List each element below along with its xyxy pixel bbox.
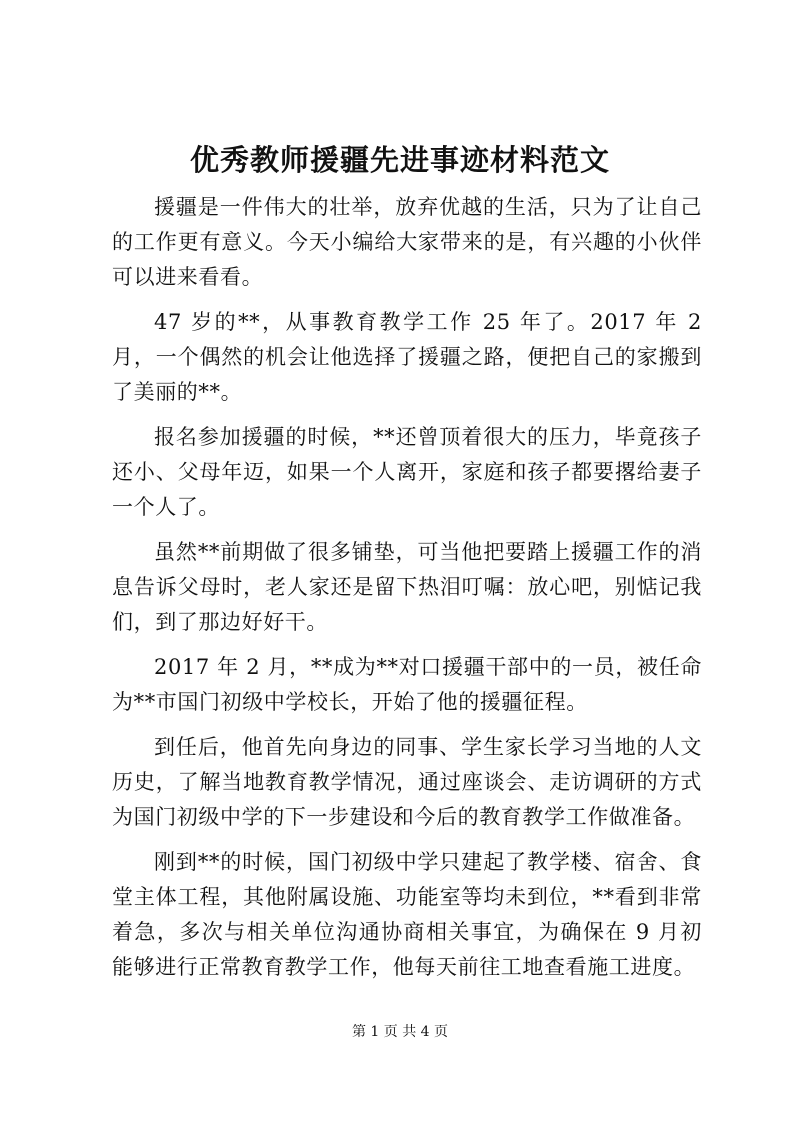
paragraph: 到任后，他首先向身边的同事、学生家长学习当地的人文历史，了解当地教育教学情况，通过座谈会、走访调研的方式为国门初级中学的下一步建设和今后的教育教学工作做准备。 bbox=[112, 735, 702, 829]
paragraph: 报名参加援疆的时候，**还曾顶着很大的压力，毕竟孩子还小、父母年迈，如果一个人离开，家庭和孩子都要撂给妻子一个人了。 bbox=[112, 425, 702, 519]
paragraph: 虽然**前期做了很多铺垫，可当他把要踏上援疆工作的消息告诉父母时，老人家还是留下热泪叮嘱：放心吧，别惦记我们，到了那边好好干。 bbox=[112, 540, 702, 634]
document-title: 优秀教师援疆先进事迹材料范文 bbox=[189, 143, 610, 177]
page-footer: 第 1 页 共 4 页 bbox=[351, 1024, 449, 1040]
paragraph: 刚到**的时候，国门初级中学只建起了教学楼、宿舍、食堂主体工程，其他附属设施、功能室等均未到位，**看到非常着急，多次与相关单位沟通协商相关事宜，为确保在 9 月初能够进行正常教育教学工作，他每天前往工地查看施工进度。 bbox=[112, 850, 702, 979]
document-body bbox=[112, 190, 702, 995]
paragraph: 援疆是一件伟大的壮举，放弃优越的生活，只为了让自己的工作更有意义。今天小编给大家带来的是，有兴趣的小伙伴可以进来看看。 bbox=[112, 195, 702, 289]
paragraph: 2017 年 2 月，**成为**对口援疆干部中的一员，被任命为**市国门初级中学校长，开始了他的援疆征程。 bbox=[112, 655, 702, 714]
paragraph: 47 岁的**，从事教育教学工作 25 年了。2017 年 2 月，一个偶然的机会让他选择了援疆之路，便把自己的家搬到了美丽的**。 bbox=[112, 310, 702, 404]
